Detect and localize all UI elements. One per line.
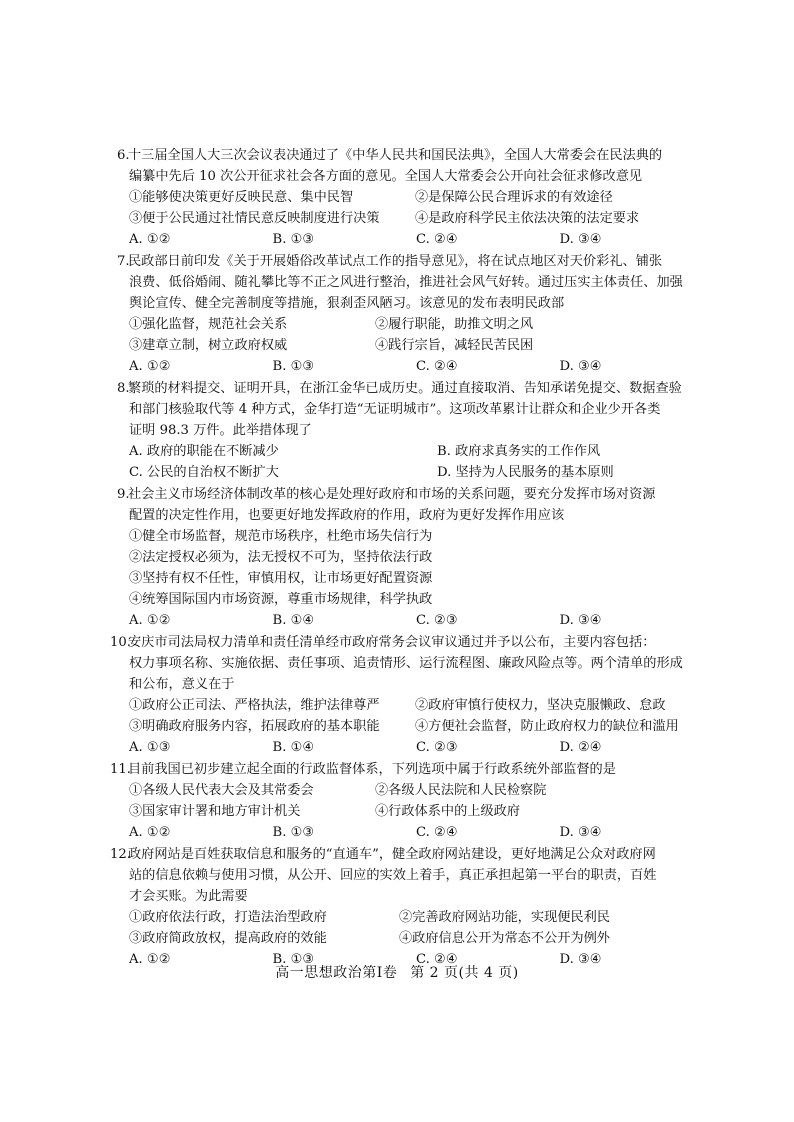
choice-a: A. ①②	[129, 825, 171, 840]
footer-title: 高一思想政治第Ⅰ卷	[275, 965, 398, 981]
choice-c: C. ②④	[416, 952, 458, 967]
statement-row	[117, 928, 703, 949]
statement: ②完善政府网站功能，实现便民利民	[399, 910, 610, 925]
question-9	[117, 484, 703, 631]
statement-row	[117, 907, 703, 928]
questions-area	[110, 145, 703, 971]
choice-c: C. 公民的自治权不断扩大	[129, 465, 279, 480]
choice-d: D. ③④	[559, 359, 602, 374]
choice-row	[117, 356, 703, 377]
statement-row	[117, 695, 703, 716]
question-stem-line	[110, 844, 703, 865]
question-12	[110, 844, 703, 970]
question-number: 7.	[117, 254, 130, 269]
question-stem-line: 配置的决定性作用，也要更好地发挥政府的作用，政府为更好发挥作用应该	[129, 508, 565, 523]
choice-b: B. ①③	[272, 825, 315, 840]
statement-row	[117, 589, 703, 610]
statement: ③便于公民通过社情民意反映制度进行决策	[129, 211, 380, 226]
statement: ①健全市场监督，规范市场秩序，杜绝市场失信行为	[129, 529, 433, 544]
statement: ①政府依法行政，打造法治型政府	[129, 910, 327, 925]
question-number: 6.	[117, 148, 130, 163]
question-stem-line: 站的信息依赖与使用习惯，从公开、回应的实效上着手，真正承担起第一平台的职责，百姓	[129, 868, 657, 883]
statement: ③国家审计署和地方审计机关	[129, 804, 301, 819]
statement-row	[117, 780, 703, 801]
stem-text: 目前我国已初步建立起全面的行政监督体系，下列选项中属于行政系统外部监督的是	[128, 762, 616, 777]
choice-row	[117, 441, 703, 462]
statement-row	[117, 187, 703, 208]
statement: ①能够使决策更好反映民意、集中民智	[129, 190, 354, 205]
statement: ①政府公正司法、严格执法，维护法律尊严	[129, 698, 380, 713]
stem-text: 安庆市司法局权力清单和责任清单经市政府常务会议审议通过并予以公布，主要内容包括：	[128, 635, 656, 650]
statement: ④政府信息公开为常态不公开为例外	[399, 931, 610, 946]
question-stem-line: 权力事项名称、实施依据、责任事项、追责情形、运行流程图、廉政风险点等。两个清单的形成	[129, 656, 683, 671]
choice-d: D. ②④	[559, 740, 602, 755]
question-number: 9.	[117, 487, 130, 502]
question-stem-line	[117, 251, 703, 272]
statement: ③建章立制，树立政府权威	[129, 338, 288, 353]
choice-b: B. ①④	[272, 613, 315, 628]
question-stem-line: 证明 98.3 万件。此举措体现了	[129, 423, 312, 438]
choice-c: C. ②③	[416, 740, 458, 755]
stem-text: 民政部日前印发《关于开展婚俗改革试点工作的指导意见》，将在试点地区对天价彩礼、铺张	[128, 254, 663, 269]
statement: ③明确政府服务内容，拓展政府的基本职能	[129, 719, 380, 734]
footer-page-number: 第 2 页(共 4 页)	[410, 965, 519, 981]
choice-b: B. ①④	[272, 740, 315, 755]
question-stem-line: 才会买账。为此需要	[129, 889, 248, 904]
question-stem-line	[110, 632, 703, 653]
question-stem-line: 和部门核验取代等 4 种方式，金华打造“无证明城市”。这项改革累计让群众和企业少开各类	[129, 402, 661, 417]
statement: ③政府简政放权，提高政府的效能	[129, 931, 327, 946]
statement: ②法定授权必须为，法无授权不可为，坚持依法行政	[129, 550, 433, 565]
choice-b: B. ①③	[272, 359, 315, 374]
question-stem-line: 舆论宣传、健全完善制度等措施，狠刹歪风陋习。该意见的发布表明民政部	[129, 296, 565, 311]
choice-a: A. ①②	[129, 952, 171, 967]
stem-text: 政府网站是百姓获取信息和服务的“直通车”，健全政府网站建设，更好地满足公众对政府网	[128, 847, 656, 862]
question-stem-line	[117, 378, 703, 399]
question-stem-line: 和公布，意义在于	[129, 677, 235, 692]
statement: ④是政府科学民主依法决策的法定要求	[415, 211, 640, 226]
choice-b: B. 政府求真务实的工作作风	[437, 444, 601, 459]
choice-c: C. ②④	[416, 825, 458, 840]
choice-row	[117, 822, 703, 843]
question-10	[110, 632, 703, 758]
choice-d: D. ③④	[559, 613, 602, 628]
statement: ④践行宗旨，减轻民苦民困	[375, 338, 534, 353]
question-6	[117, 145, 703, 250]
question-stem-line	[117, 145, 703, 166]
choice-b: B. ①③	[272, 232, 315, 247]
choice-c: C. ②③	[416, 613, 458, 628]
question-stem-line: 编纂中先后 10 次公开征求社会各方面的意见。全国人大常委会公开向社会征求修改意见	[129, 169, 643, 184]
statement-row	[117, 568, 703, 589]
statement-row	[117, 526, 703, 547]
statement: ④方便社会监督，防止政府权力的缺位和滥用	[415, 719, 679, 734]
question-stem-line	[117, 484, 703, 505]
statement: ①各级人民代表大会及其常委会	[129, 783, 314, 798]
choice-a: A. ①②	[129, 613, 171, 628]
choice-row	[117, 229, 703, 250]
choice-c: C. ②④	[416, 232, 458, 247]
choice-a: A. ①②	[129, 359, 171, 374]
question-stem-line: 浪费、低俗婚闹、随礼攀比等不正之风进行整治，推进社会风气好转。通过压实主体责任、加强	[129, 275, 683, 290]
question-number: 10.	[110, 635, 131, 650]
choice-a: A. ①③	[129, 740, 171, 755]
choice-d: D. ③④	[559, 952, 602, 967]
question-stem-line	[110, 759, 703, 780]
stem-text: 社会主义市场经济体制改革的核心是处理好政府和市场的关系问题，要充分发挥市场对资源	[128, 487, 656, 502]
question-7	[117, 251, 703, 377]
stem-text: 繁琐的材料提交、证明开具，在浙江金华已成历史。通过直接取消、告知承诺免提交、数据查验	[128, 381, 682, 396]
statement: ②是保障公民合理诉求的有效途径	[415, 190, 613, 205]
statement: ①强化监督，规范社会关系	[129, 317, 288, 332]
choice-row	[117, 737, 703, 758]
choice-a: A. ①②	[129, 232, 171, 247]
statement-row	[117, 716, 703, 737]
statement-row	[117, 335, 703, 356]
statement-row	[117, 314, 703, 335]
statement: ②政府审慎行使权力，坚决克服懒政、怠政	[415, 698, 666, 713]
statement-row	[117, 547, 703, 568]
choice-c: C. ②④	[416, 359, 458, 374]
choice-row	[117, 610, 703, 631]
choice-d: D. ③④	[559, 825, 602, 840]
choice-a: A. 政府的职能在不断减少	[129, 444, 279, 459]
question-11	[110, 759, 703, 843]
question-number: 11.	[110, 762, 131, 777]
choice-row	[117, 462, 703, 483]
statement: ②各级人民法院和人民检察院	[375, 783, 547, 798]
statement: ③坚持有权不任性，审慎用权，让市场更好配置资源	[129, 571, 433, 586]
statement-row	[117, 801, 703, 822]
statement: ④行政体系中的上级政府	[375, 804, 521, 819]
choice-b: B. ①③	[272, 952, 315, 967]
statement-row	[117, 208, 703, 229]
choice-d: D. ③④	[559, 232, 602, 247]
page-footer	[0, 962, 794, 982]
statement: ④统筹国际国内市场资源，尊重市场规律，科学执政	[129, 592, 433, 607]
question-number: 8.	[117, 381, 130, 396]
statement: ②履行职能，助推文明之风	[375, 317, 534, 332]
choice-d: D. 坚持为人民服务的基本原则	[437, 465, 614, 480]
question-8	[117, 378, 703, 483]
stem-text: 十三届全国人大三次会议表决通过了《中华人民共和国民法典》，全国人大常委会在民法典的	[128, 148, 663, 163]
question-number: 12.	[110, 847, 131, 862]
